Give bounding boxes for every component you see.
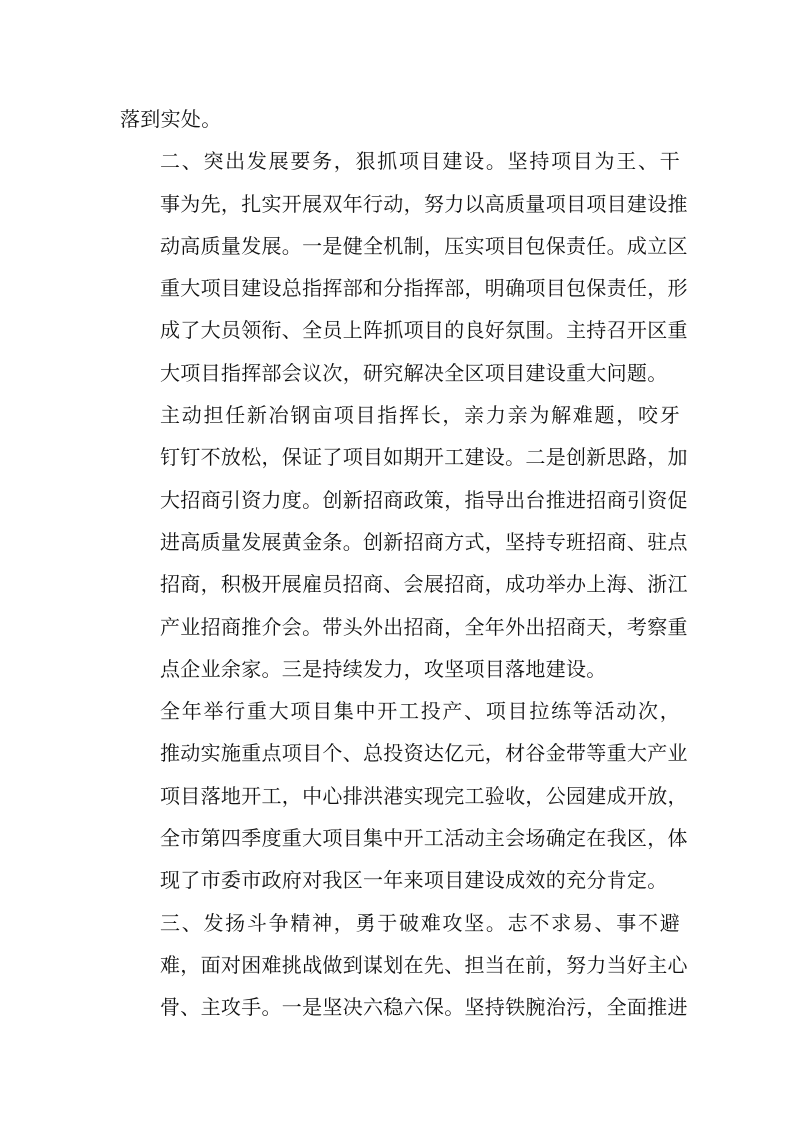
paragraph [120, 394, 688, 690]
text-line: 骨、主攻手。一是坚决六稳六保。坚持铁腕治污，全面推进 [160, 995, 688, 1020]
text-line: 事为先，扎实开展双年行动，努力以高质量项目项目建设推 [160, 191, 688, 216]
text-line: 落到实处。 [120, 107, 222, 131]
text-line: 钉钉不放松，保证了项目如期开工建设。二是创新思路，加 [160, 445, 688, 470]
text-line: 点企业余家。三是持续发力，攻坚项目落地建设。 [160, 656, 607, 681]
text-line: 全市第四季度重大项目集中开工活动主会场确定在我区，体 [160, 826, 688, 851]
text-line: 进高质量发展黄金条。创新招商方式，坚持专班招商、驻点 [160, 529, 688, 554]
text-line: 产业招商推介会。带头外出招商，全年外出招商天，考察重 [160, 614, 688, 639]
document-body [120, 98, 688, 1029]
text-line: 推动实施重点项目个、总投资达亿元，材谷金带等重大产业 [160, 741, 688, 766]
text-line: 现了市委市政府对我区一年来项目建设成效的充分肯定。 [160, 868, 668, 893]
text-line: 难，面对困难挑战做到谋划在先、担当在前，努力当好主心 [160, 952, 688, 977]
text-line: 三、发扬斗争精神，勇于破难攻坚。志不求易、事不避 [160, 910, 680, 935]
text-line: 动高质量发展。一是健全机制，压实项目包保责任。成立区 [160, 233, 688, 258]
paragraph [120, 690, 688, 901]
text-line: 二、突出发展要务，狠抓项目建设。坚持项目为王、干 [160, 149, 680, 174]
paragraph [120, 98, 680, 140]
paragraph [120, 902, 688, 1029]
text-line: 大项目指挥部会议次，研究解决全区项目建设重大问题。 [160, 360, 668, 385]
text-line: 招商，积极开展雇员招商、会展招商，成功举办上海、浙江 [160, 572, 688, 597]
paragraph [120, 140, 688, 394]
text-line: 成了大员领衔、全员上阵抓项目的良好氛围。主持召开区重 [160, 318, 688, 343]
text-line: 项目落地开工，中心排洪港实现完工验收，公园建成开放， [160, 783, 688, 808]
text-line: 重大项目建设总指挥部和分指挥部，明确项目包保责任，形 [160, 276, 688, 301]
text-line: 大招商引资力度。创新招商政策，指导出台推进招商引资促 [160, 487, 688, 512]
text-line: 主动担任新冶钢亩项目指挥长，亲力亲为解难题，咬牙 [160, 403, 680, 428]
text-line: 全年举行重大项目集中开工投产、项目拉练等活动次， [160, 699, 680, 724]
